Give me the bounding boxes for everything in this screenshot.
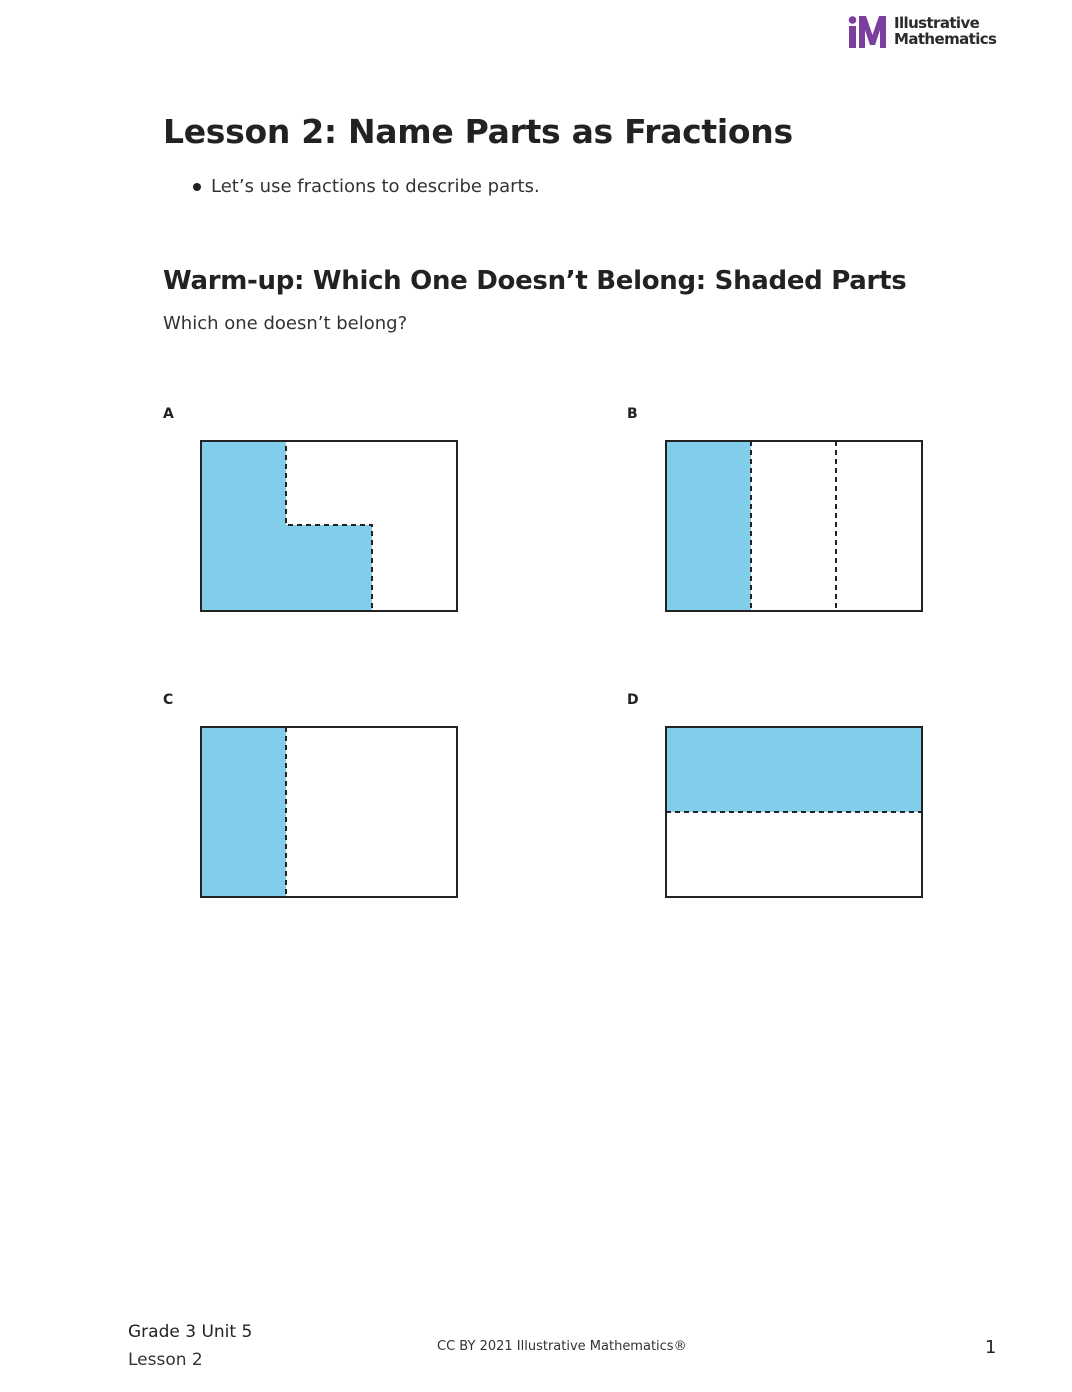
warmup-prompt: Which one doesn’t belong? (163, 313, 408, 334)
figure-a-label: A (163, 406, 174, 422)
logo-wordmark (894, 15, 996, 47)
figure-b-label: B (627, 406, 638, 422)
logo-line-1: Illustrative (894, 14, 980, 32)
figure-b-shaded-region (666, 441, 751, 611)
figure-d-shaded-region (666, 727, 922, 812)
figure-c-diagram (199, 725, 459, 899)
footer-course: Grade 3 Unit 5 (128, 1322, 253, 1342)
figure-d-label: D (627, 692, 639, 708)
illustrative-mathematics-logo (848, 15, 998, 51)
figure-d-diagram (664, 725, 924, 899)
page-number: 1 (985, 1337, 997, 1358)
im-logo-icon (848, 15, 890, 51)
footer-copyright: CC BY 2021 Illustrative Mathematics® (437, 1339, 687, 1354)
learning-goals-list (190, 176, 540, 197)
footer-lesson: Lesson 2 (128, 1350, 203, 1370)
figure-a-diagram (199, 439, 459, 613)
lesson-title: Lesson 2: Name Parts as Fractions (163, 112, 793, 151)
bullet-icon (193, 183, 201, 191)
logo-line-2: Mathematics (894, 30, 997, 48)
warmup-title: Warm-up: Which One Doesn’t Belong: Shaded Parts (163, 266, 907, 296)
figure-c-shaded-region (201, 727, 286, 897)
learning-goal-item (190, 176, 540, 197)
figure-b-diagram (664, 439, 924, 613)
learning-goal-text: Let’s use fractions to describe parts. (211, 176, 540, 197)
figure-c-label: C (163, 692, 174, 708)
